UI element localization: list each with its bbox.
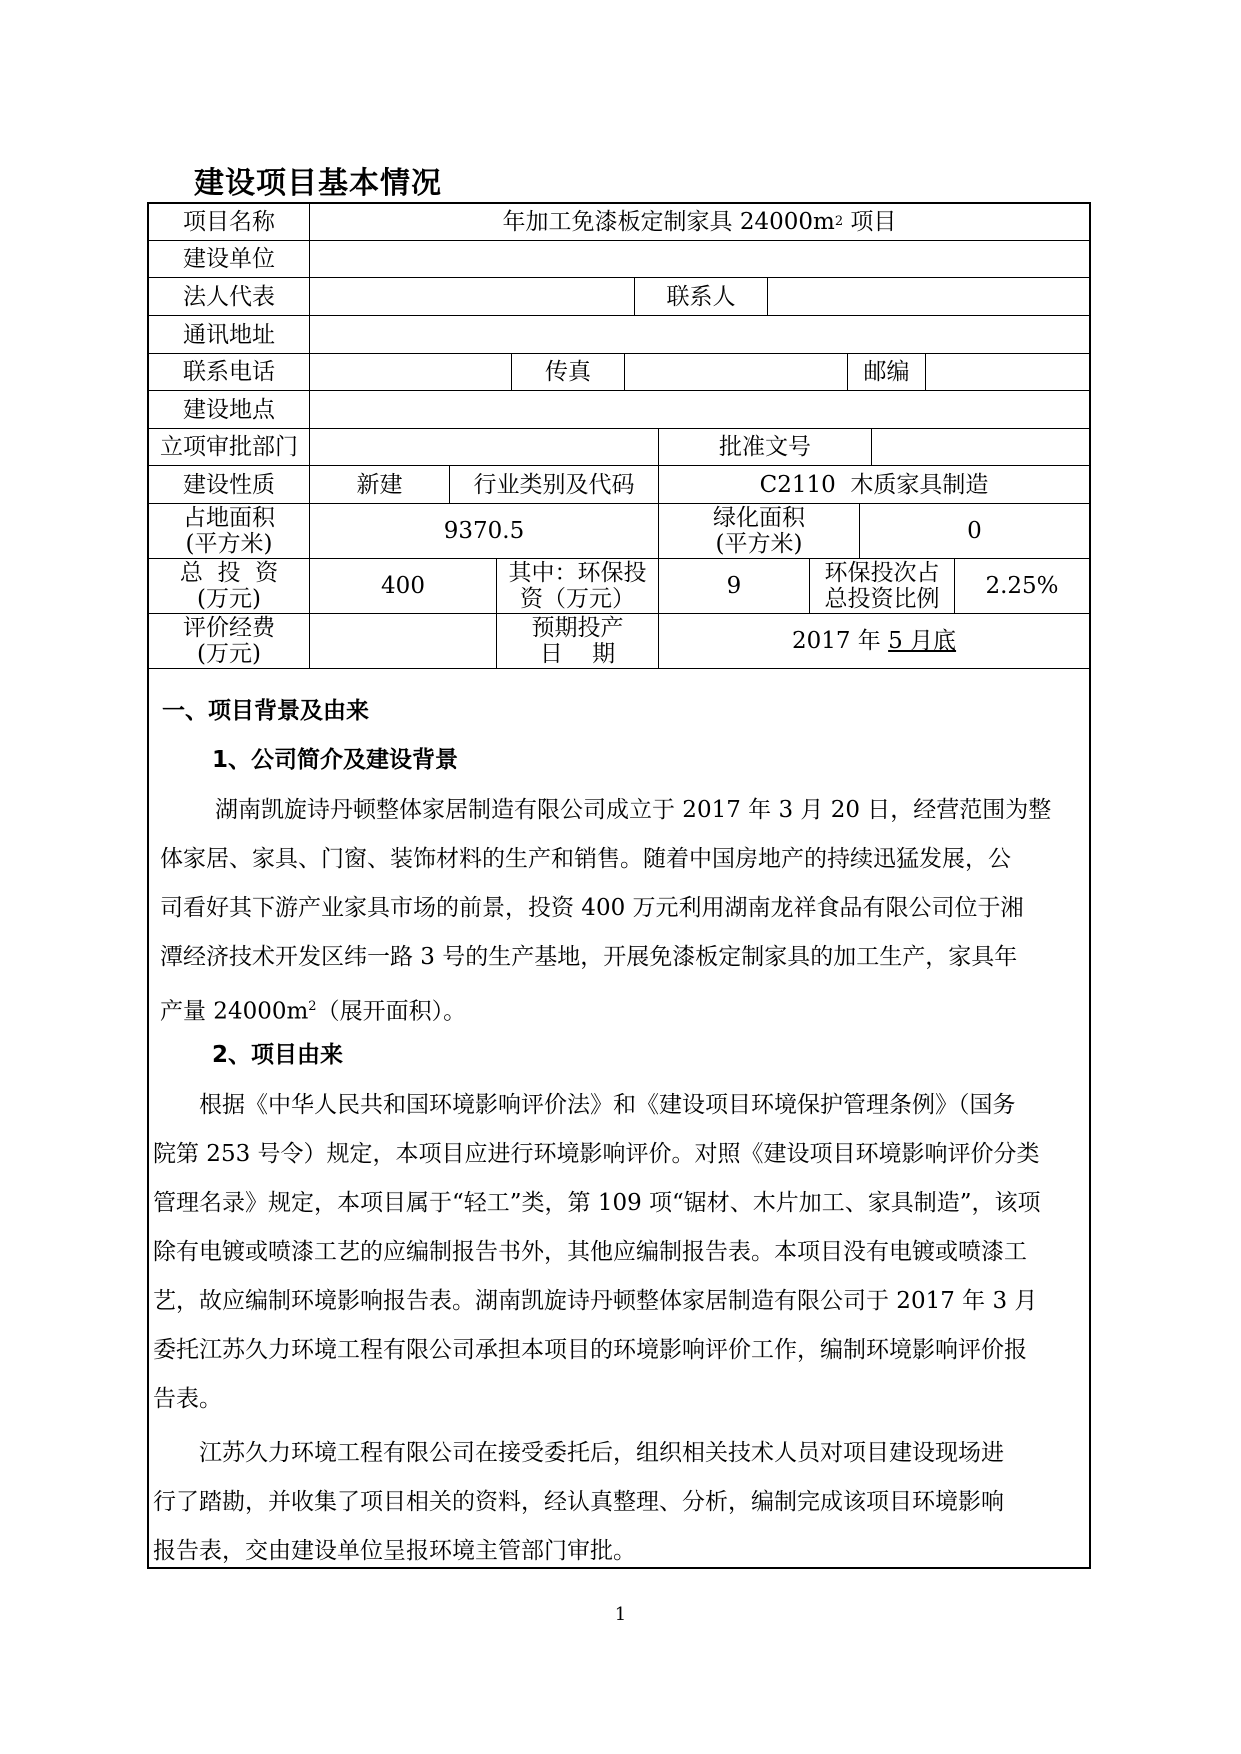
approval-doc-label: 批准文号 [719, 434, 811, 460]
paragraph-project-origin: 根据《中华人民共和国环境影响评价法》和《建设项目环境保护管理条例》（国务 院第 253 号令）规定，本项目应进行环境影响评价。对照《建设项目环境影响评价分类 管理名录》规定，本项目属于“轻工”类，第 109 项“锯材、木片加工、家具制造”，该项 除有电镀或喷漆工艺的应编制报告书外，其他应编制报告表。本项目没有电镀或喷漆工 艺，故应编制环境影响报告表。湖南凯旋诗丹顿整体家居制造有限公司于 2017 年 3 月 委托江苏久力环境工程有限公司承担本项目的环境影响评价工作，编制环境影响评价报 告表。 [153, 1092, 1041, 1412]
page-number: 1 [614, 1604, 627, 1625]
paragraph-entrustment: 江苏久力环境工程有限公司在接受委托后，组织相关技术人员对项目建设现场进 行了踏勘，并收集了项目相关的资料，经认真整理、分析，编制完成该项目环境影响 报告表，交由建设单位呈报环境主管部门审批。 [153, 1440, 1004, 1564]
industry-label: 行业类别及代码 [473, 471, 635, 498]
legal-rep-label: 法人代表 [183, 283, 275, 310]
col-divider [871, 428, 872, 465]
approval-dept-label: 立项审批部门 [160, 434, 298, 460]
industry-value: C2110 木质家具制造 [759, 471, 989, 498]
contact-label: 联系人 [666, 283, 736, 310]
site-label: 建设地点 [183, 396, 275, 423]
invest-value: 400 [381, 573, 425, 599]
fax-label: 传真 [545, 359, 591, 385]
phone-label: 联系电话 [183, 359, 275, 385]
env-invest-value: 9 [726, 573, 742, 599]
p1-last-line: 产量 $24000m^2$（展开面积）。 [160, 998, 467, 1025]
area-label: 占地面积 (平方米) [183, 505, 275, 557]
project-name-label: 项目名称 [183, 208, 275, 235]
ratio-label: 环保投次占 总投资比例 [824, 560, 940, 612]
nature-value: 新建 [356, 471, 403, 498]
heading-company-intro: 1、公司简介及建设背景 [212, 747, 459, 773]
green-label: 绿化面积 (平方米) [713, 505, 805, 557]
green-value: 0 [967, 518, 982, 544]
nature-label: 建设性质 [183, 471, 275, 498]
heading-project-origin: 2、项目由来 [212, 1042, 344, 1068]
builder-label: 建设单位 [183, 246, 275, 272]
paragraph-company-intro: 湖南凯旋诗丹顿整体家居制造有限公司成立于 2017 年 3 月 20 日，经营范围为整 体家居、家具、门窗、装饰材料的生产和销售。随着中国房地产的持续迅猛发展，公 司看好其下游产业家具市场的前景，投资 400 万元利用湖南龙祥食品有限公司位于湘 潭经济技术开发区纬一路 3 号的生产基地，开展免漆板定制家具的加工生产，家具年 产量 $24000m^2$（展开面积）。 [153, 786, 1088, 1037]
prod-date-label: 预期投产 日 期 [531, 615, 624, 667]
project-name-value: 年加工免漆板定制家具 24000m 2 项目 [502, 208, 897, 235]
area-value: 9370.5 [443, 518, 525, 544]
ratio-value: 2.25% [985, 573, 1059, 599]
heading-background: 一、项目背景及由来 [162, 698, 369, 724]
row-divider [147, 668, 1091, 669]
prod-date-value: 2017 年 5 月底 [791, 628, 957, 654]
col-divider [624, 353, 625, 390]
address-label: 通讯地址 [183, 321, 275, 348]
postcode-label: 邮编 [863, 359, 910, 385]
invest-label: 总 投 资 (万元) [179, 560, 279, 612]
col-divider [767, 277, 768, 315]
col-divider [925, 353, 926, 390]
env-invest-label: 其中：环保投 资（万元） [508, 560, 647, 612]
section-title: 建设项目基本情况 [194, 166, 442, 201]
eval-fee-label: 评价经费 (万元) [183, 615, 275, 667]
